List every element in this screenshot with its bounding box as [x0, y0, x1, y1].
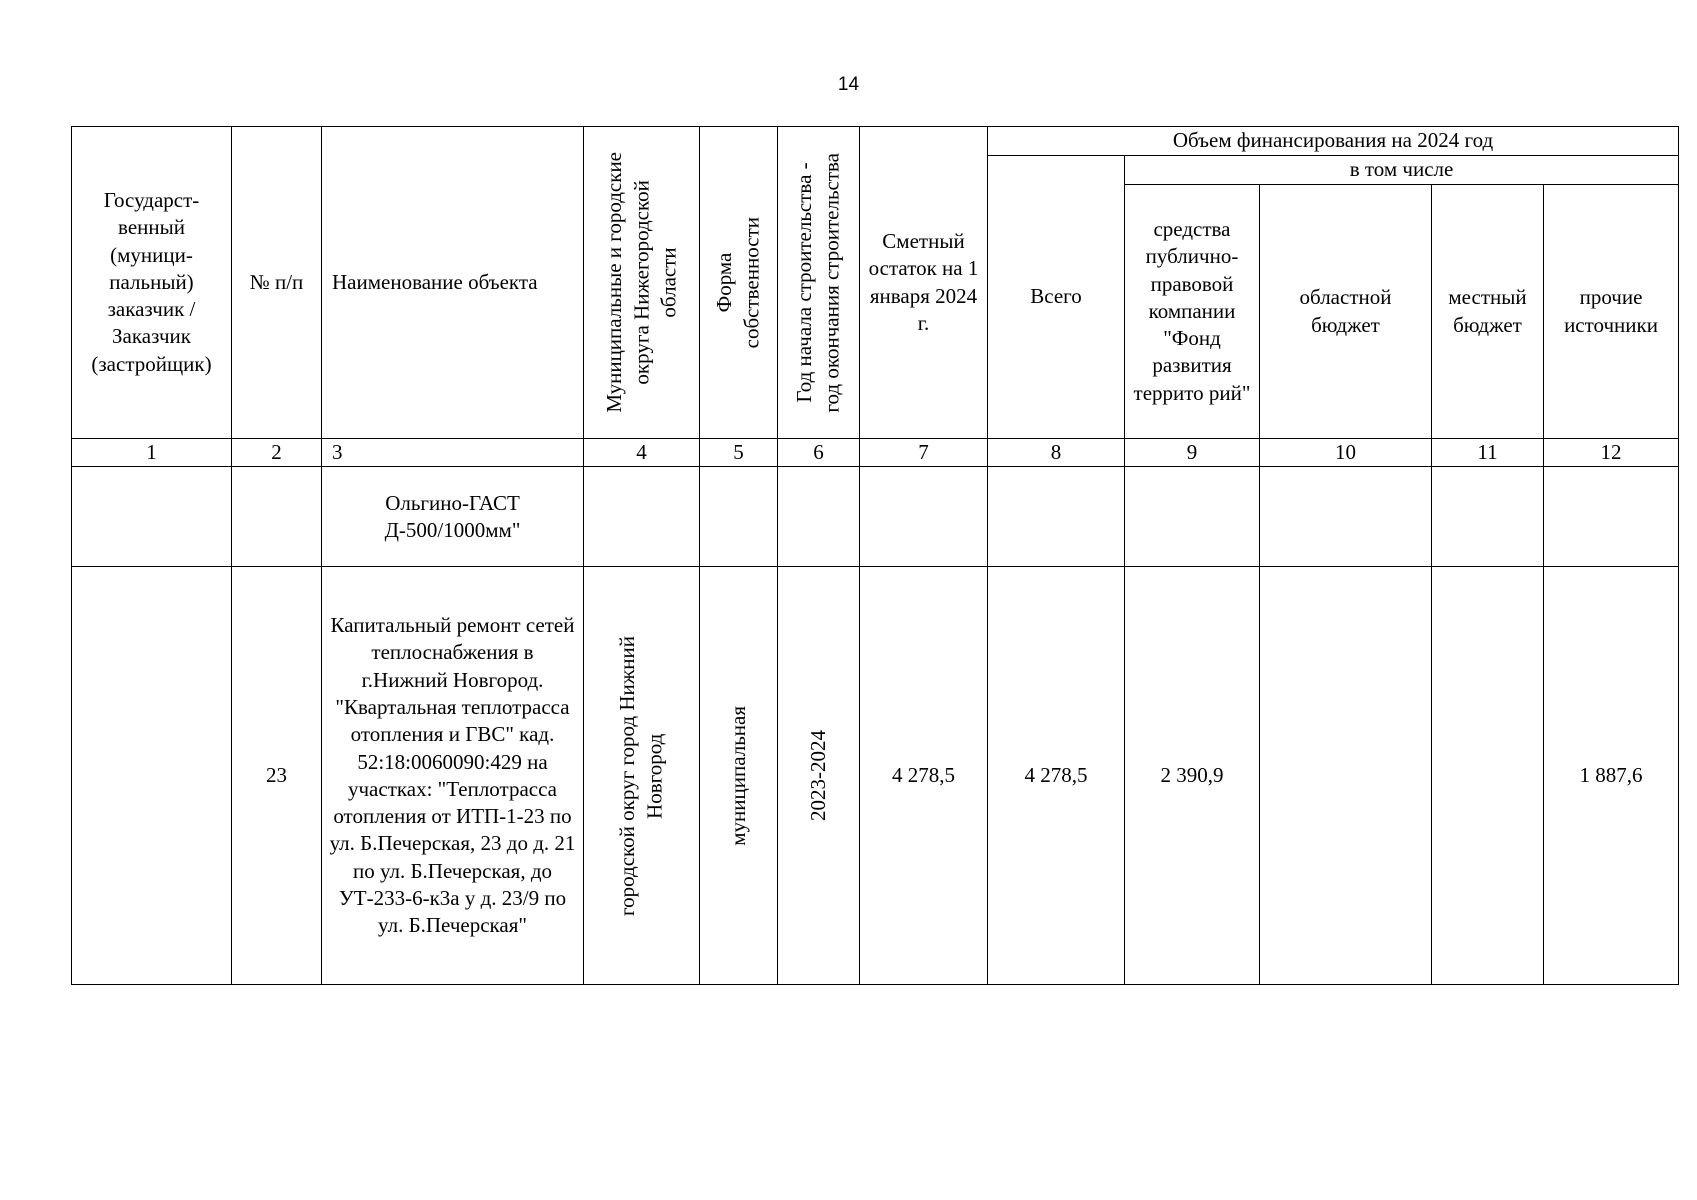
row-total	[988, 467, 1125, 567]
col-num-12: 12	[1544, 439, 1679, 467]
row-local	[1432, 467, 1544, 567]
row-ownership: муниципальная	[700, 567, 778, 985]
row-fund	[1125, 467, 1260, 567]
row-total: 4 278,5	[988, 567, 1125, 985]
header-including: в том числе	[1125, 156, 1679, 185]
header-object-name: Наименование объекта	[322, 127, 584, 439]
col-num-7: 7	[860, 439, 988, 467]
header-years-text: Год начала строительства - год окончания строительства	[792, 152, 844, 413]
row-estimate	[860, 467, 988, 567]
col-num-8: 8	[988, 439, 1125, 467]
row-years	[778, 467, 860, 567]
header-financing-title: Объем финансирования на 2024 год	[988, 127, 1679, 156]
table-row	[72, 467, 1679, 567]
row-regional	[1260, 567, 1432, 985]
header-years	[778, 127, 860, 439]
row-ownership	[700, 467, 778, 567]
col-num-6: 6	[778, 439, 860, 467]
header-municipalities-text: Муниципальные и городские округа Нижегородской области	[601, 152, 681, 413]
row-municipality	[584, 467, 700, 567]
header-customer: Государст-венный (муници-пальный) заказчик / Заказчик (застройщик)	[72, 127, 232, 439]
col-num-4: 4	[584, 439, 700, 467]
header-municipalities	[584, 127, 700, 439]
col-num-3: 3	[322, 439, 584, 467]
col-num-5: 5	[700, 439, 778, 467]
row-pp	[232, 467, 322, 567]
row-other	[1544, 467, 1679, 567]
header-pp: № п/п	[232, 127, 322, 439]
row-object-name: Ольгино-ГАСТ Д-500/1000мм"	[322, 467, 584, 567]
col-num-10: 10	[1260, 439, 1432, 467]
header-total: Всего	[988, 156, 1125, 439]
header-other: прочие источники	[1544, 185, 1679, 439]
table-row	[72, 567, 1679, 985]
row-local	[1432, 567, 1544, 985]
header-row-1	[72, 127, 1679, 156]
col-num-1: 1	[72, 439, 232, 467]
header-ownership	[700, 127, 778, 439]
header-estimate: Сметный остаток на 1 января 2024 г.	[860, 127, 988, 439]
row-other: 1 887,6	[1544, 567, 1679, 985]
row-regional	[1260, 467, 1432, 567]
row-customer	[72, 567, 232, 985]
row-object-name: Капитальный ремонт сетей теплоснабжения в г.Нижний Новгород. "Квартальная теплотрасса отопления и ГВС" кад. 52:18:0060090:429 на участках: "Теплотрасса отопления от ИТП-1-23 по ул. Б.Печерская, 23 до д. 21 по ул. Б.Печерская, до УТ-233-6-к3а у д. 23/9 по ул. Б.Печерская"	[322, 567, 584, 985]
page-number: 14	[837, 74, 860, 95]
col-num-11: 11	[1432, 439, 1544, 467]
row-fund: 2 390,9	[1125, 567, 1260, 985]
row-pp: 23	[232, 567, 322, 985]
header-local: местный бюджет	[1432, 185, 1544, 439]
column-numbers-row	[72, 439, 1679, 467]
row-customer	[72, 467, 232, 567]
financing-table	[71, 126, 1679, 985]
row-municipality	[584, 567, 700, 985]
row-years: 2023-2024	[778, 567, 860, 985]
col-num-9: 9	[1125, 439, 1260, 467]
col-num-2: 2	[232, 439, 322, 467]
row-municipality-text: городской округ город Нижний Новгород	[615, 635, 667, 916]
row-estimate: 4 278,5	[860, 567, 988, 985]
header-regional: областной бюджет	[1260, 185, 1432, 439]
header-fund: средства публично-правовой компании "Фонд развития террито рий"	[1125, 185, 1260, 439]
header-ownership-text: Форма собственности	[712, 216, 764, 349]
